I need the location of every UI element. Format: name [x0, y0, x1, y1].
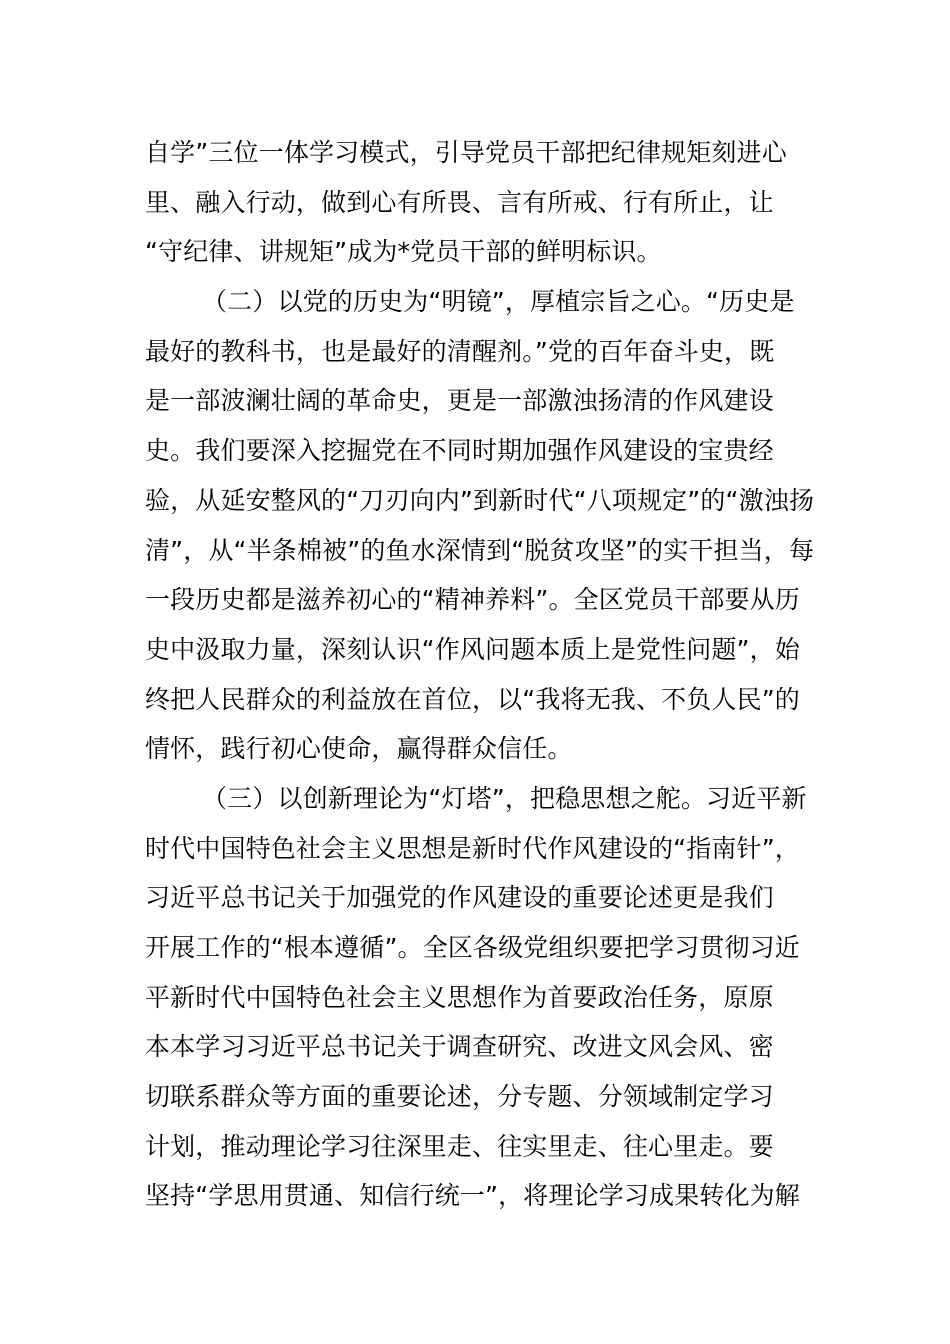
- text-line: 终把人民群众的利益放在首位，以“我将无我、不负人民”的: [145, 684, 800, 714]
- text-line: 切联系群众等方面的重要论述，分专题、分领域制定学习: [145, 1082, 774, 1112]
- text-line: 计划，推动理论学习往深里走、往实里走、往心里走。要: [145, 1131, 774, 1161]
- text-line: 时代中国特色社会主义思想是新时代作风建设的“指南针”，: [145, 833, 800, 863]
- text-line: 是一部波澜壮阔的革命史，更是一部激浊扬清的作风建设: [145, 386, 774, 416]
- text-line: “守纪律、讲规矩”成为*党员干部的鲜明标识。: [145, 237, 662, 267]
- text-line: 里、融入行动，做到心有所畏、言有所戒、行有所止，让: [145, 187, 774, 217]
- text-line: 自学”三位一体学习模式，引导党员干部把纪律规矩刻进心: [145, 138, 787, 167]
- text-line: 开展工作的“根本遵循”。全区各级党组织要把学习贯彻习近: [145, 933, 800, 962]
- text-line: 验，从延安整风的“刀刃向内”到新时代“八项规定”的“激浊扬: [145, 485, 815, 515]
- text-line: 清”，从“半条棉被”的鱼水深情到“脱贫攻坚”的实干担当，每: [145, 535, 815, 565]
- text-line: 情怀，践行初心使命，赢得群众信任。: [145, 734, 573, 764]
- text-line: 平新时代中国特色社会主义思想作为首要政治任务，原原: [145, 982, 774, 1012]
- text-line: 最好的教科书，也是最好的清醒剂。”党的百年奋斗史，既: [145, 336, 775, 366]
- text-line: 坚持“学思用贯通、知信行统一”，将理论学习成果转化为解: [145, 1181, 800, 1211]
- text-line: 本本学习习近平总书记关于调查研究、改进文风会风、密: [145, 1032, 774, 1062]
- body-text: [145, 128, 815, 1221]
- section-heading-line: （二）以党的历史为“明镜”，厚植宗旨之心。“历史是: [202, 287, 795, 317]
- text-line: 习近平总书记关于加强党的作风建设的重要论述更是我们: [145, 883, 774, 913]
- text-line: 史中汲取力量，深刻认识“作风问题本质上是党性问题”，始: [145, 634, 800, 664]
- text-line: 史。我们要深入挖掘党在不同时期加强作风建设的宝贵经: [145, 436, 774, 466]
- section-heading-line: （三）以创新理论为“灯塔”，把稳思想之舵。习近平新: [202, 783, 807, 813]
- text-line: 一段历史都是滋养初心的“精神养料”。全区党员干部要从历: [145, 585, 800, 615]
